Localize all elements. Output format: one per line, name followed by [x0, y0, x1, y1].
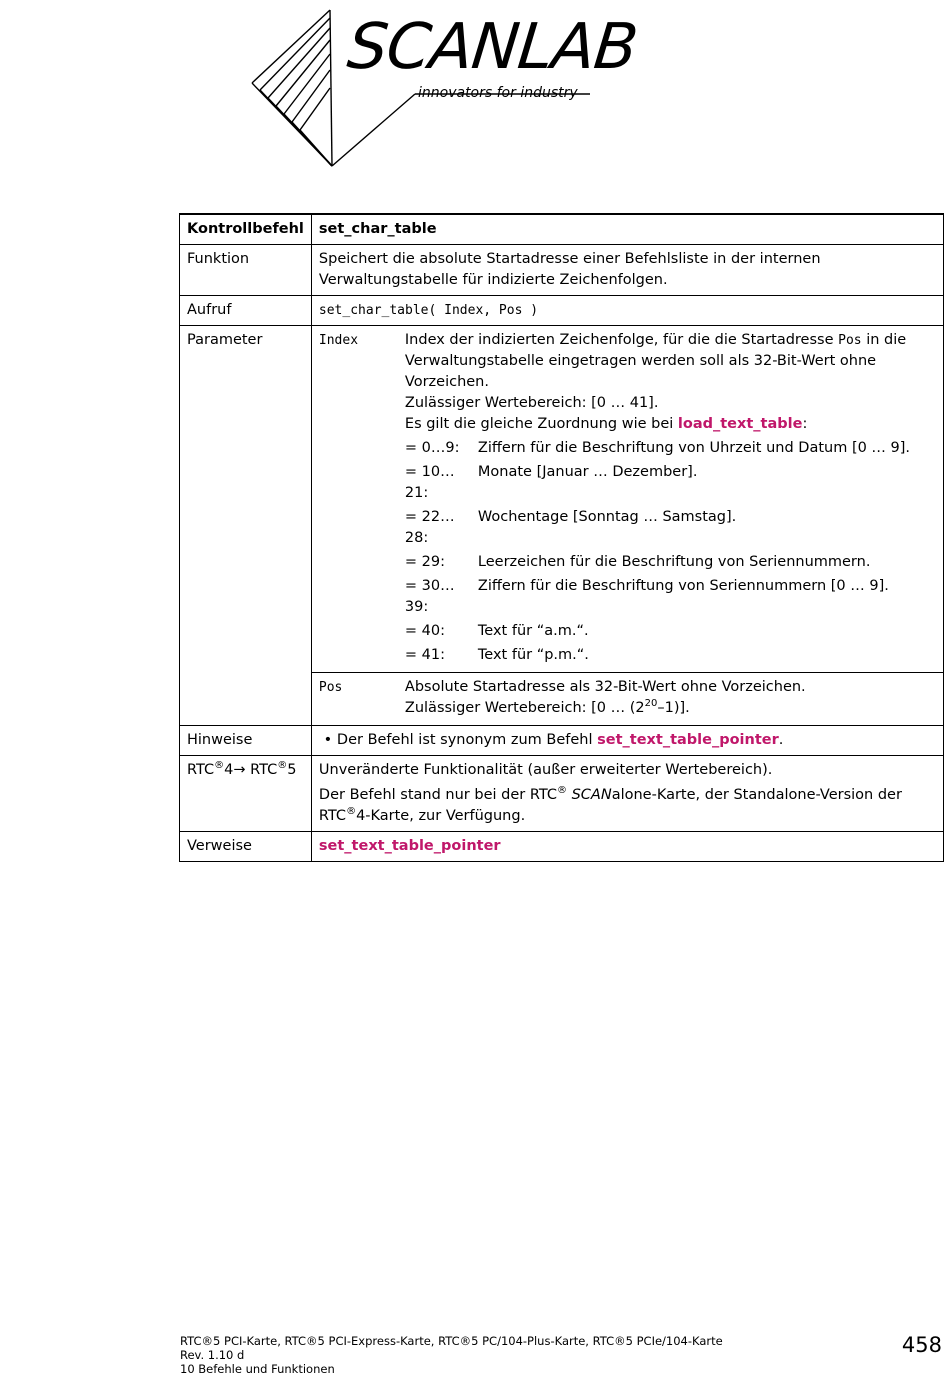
brand-tagline: innovators for industry: [418, 85, 578, 101]
param-index-range: Zulässiger Wertebereich: [0 … 41].: [404, 395, 659, 411]
page-footer: [180, 1334, 723, 1376]
assignment-row: = 0…9: Ziffern für die Beschriftung von Uhrzeit und Datum [0 … 9].: [404, 440, 911, 456]
link-set-text-table-pointer[interactable]: set_text_table_pointer: [597, 732, 779, 748]
table-row-header: [180, 214, 944, 245]
assignment-row: = 30…39: Ziffern für die Beschriftung von Seriennummern [0 … 9].: [404, 578, 889, 615]
table-row-notes: [180, 726, 944, 756]
call-label: Aufruf: [180, 296, 312, 326]
references-label: Verweise: [180, 832, 312, 862]
param-pos-range: Zulässiger Wertebereich: [0 … $(2^{20}-1)$].: [404, 698, 690, 716]
assignment-row: = 22…28: Wochentage [Sonntag … Samstag].: [404, 509, 737, 546]
assignment-row: = 41: Text für “p.m.“.: [404, 647, 589, 663]
rtc-compat-label: RTC®4→ RTC®5: [180, 756, 312, 832]
notes-item: • Der Befehl ist synonym zum Befehl set_text_table_pointer.: [319, 730, 936, 751]
header-label: Kontrollbefehl: [180, 214, 312, 245]
param-index-block: [312, 326, 943, 672]
param-pos-desc: Absolute Startadresse als 32-Bit-Wert ohne Vorzeichen.: [404, 679, 806, 695]
scanlab-logo: [250, 8, 710, 168]
footer-chapter: 10 Befehle und Funktionen: [180, 1362, 335, 1376]
function-text: Speichert die absolute Startadresse einer Befehlsliste in der internen Verwaltungstabelle für indizierte Zeichenfolgen.: [311, 245, 943, 296]
param-index-name: Index: [318, 333, 359, 348]
rtc-compat-text-2: Der Befehl stand nur bei der RTC® SCANalone-Karte, der Standalone-Version der RTC®4-Karte, zur Verfügung.: [318, 785, 902, 824]
link-set-text-table-pointer-ref[interactable]: set_text_table_pointer: [318, 838, 501, 854]
table-row-parameters: [180, 326, 944, 726]
table-row-function: [180, 245, 944, 296]
link-load-text-table[interactable]: load_text_table: [677, 416, 803, 432]
assignment-row: = 10…21: Monate [Januar … Dezember].: [404, 464, 698, 501]
param-index-mapping: Es gilt die gleiche Zuordnung wie bei load_text_table:: [404, 416, 808, 432]
command-table: [179, 213, 944, 862]
parameter-label: Parameter: [180, 326, 312, 726]
param-pos-name: Pos: [318, 680, 343, 695]
table-row-call: [180, 296, 944, 326]
notes-label: Hinweise: [180, 726, 312, 756]
footer-revision: Rev. 1.10 d: [180, 1348, 245, 1362]
rtc-compat-text-1: Unveränderte Funktionalität (außer erweiterter Wertebereich).: [318, 762, 773, 778]
page-number: 458: [901, 1333, 942, 1357]
table-row-rtc-compat: [180, 756, 944, 832]
assignment-row: = 40: Text für “a.m.“.: [404, 623, 589, 639]
bullet-icon: •: [323, 732, 333, 748]
param-index-desc: Index der indizierten Zeichenfolge, für die die Startadresse Pos in die Verwaltungstabelle eingetragen werden soll als 32-Bit-Wert ohne Vorzeichen.: [404, 332, 907, 390]
brand-name: SCANLAB: [344, 10, 641, 83]
assignment-row: = 29: Leerzeichen für die Beschriftung von Seriennummern.: [404, 554, 871, 570]
param-pos-block: [312, 672, 943, 725]
function-label: Funktion: [180, 245, 312, 296]
command-name: set_char_table: [311, 214, 943, 245]
call-signature: set_char_table( Index, Pos ): [318, 303, 539, 318]
footer-product-line: RTC®5 PCI-Karte, RTC®5 PCI-Express-Karte, RTC®5 PC/104-Plus-Karte, RTC®5 PCIe/104-Karte: [180, 1334, 723, 1348]
table-row-references: [180, 832, 944, 862]
